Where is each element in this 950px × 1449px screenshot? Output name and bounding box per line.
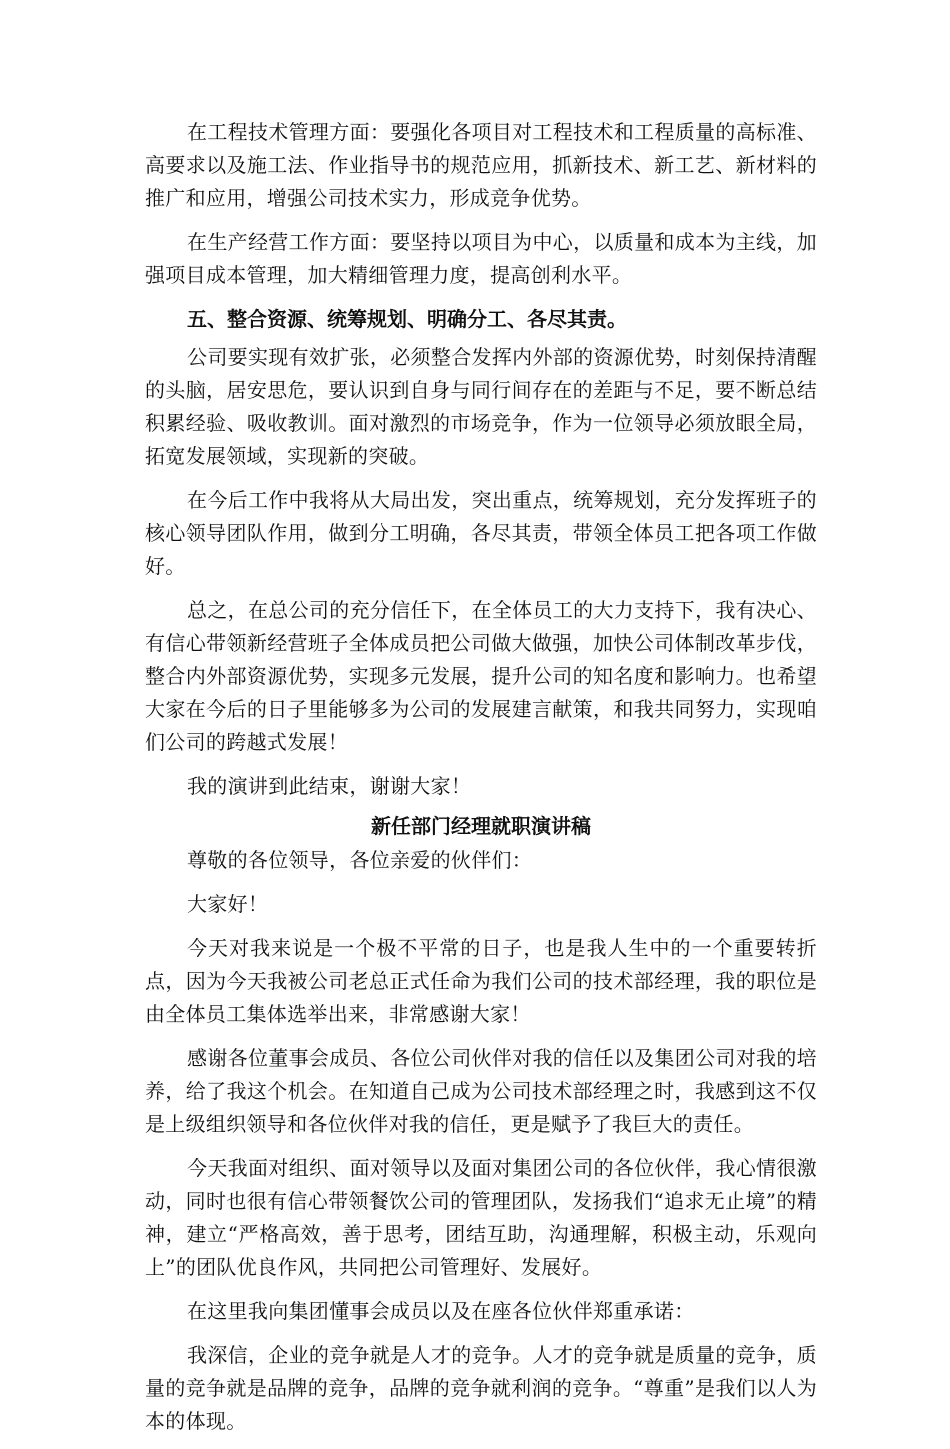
section-heading-five: 五、整合资源、统筹规划、明确分工、各尽其责。 [187,307,627,331]
paragraph-greeting: 大家好！ [187,892,269,916]
paragraph-gratitude: 感谢各位董事会成员、各位公司伙伴对我的信任以及集团公司对我的培养，给了我这个机会。在知道自己成为公司技术部经理之时，我感到这不仅是上级组织领导和各位伙伴对我的信任，更是赋予了我巨大的责任。 [145,1046,817,1136]
paragraph-talent-competition: 我深信，企业的竞争就是人才的竞争。人才的竞争就是质量的竞争，质量的竞争就是品牌的竞争，品牌的竞争就利润的竞争。“尊重”是我们以人为本的体现。 [145,1343,817,1433]
paragraph-appointment: 今天对我来说是一个极不平常的日子，也是我人生中的一个重要转折点，因为今天我被公司老总正式任命为我们公司的技术部经理，我的职位是由全体员工集体选举出来，非常感谢大家！ [145,936,817,1026]
paragraph-closing: 我的演讲到此结束，谢谢大家！ [187,774,472,798]
paragraph-expansion: 公司要实现有效扩张，必须整合发挥内外部的资源优势，时刻保持清醒的头脑，居安思危，要认识到自身与同行间存在的差距与不足，要不断总结积累经验、吸收教训。面对激烈的市场竞争，作为一位领导必须放眼全局，拓宽发展领域，实现新的突破。 [145,345,817,468]
paragraph-conclusion: 总之，在总公司的充分信任下，在全体员工的大力支持下，我有决心、有信心带领新经营班子全体成员把公司做大做强，加快公司体制改革步伐，整合内外部资源优势，实现多元发展，提升公司的知名度和影响力。也希望大家在今后的日子里能够多为公司的发展建言献策，和我共同努力，实现咱们公司的跨越式发展！ [145,598,817,754]
paragraph-future-work: 在今后工作中我将从大局出发，突出重点，统筹规划，充分发挥班子的核心领导团队作用，做到分工明确，各尽其责，带领全体员工把各项工作做好。 [145,488,817,578]
document-title: 新任部门经理就职演讲稿 [371,814,591,838]
paragraph-commitment: 在这里我向集团懂事会成员以及在座各位伙伴郑重承诺： [187,1299,695,1323]
paragraph-team-spirit: 今天我面对组织、面对领导以及面对集团公司的各位伙伴，我心情很激动，同时也很有信心带领餐饮公司的管理团队，发扬我们“追求无止境”的精神，建立“严格高效，善于思考，团结互助，沟通理解，积极主动，乐观向上”的团队优良作风，共同把公司管理好、发展好。 [145,1156,817,1279]
paragraph-salutation: 尊敬的各位领导，各位亲爱的伙伴们： [187,848,533,872]
paragraph-production-operation: 在生产经营工作方面：要坚持以项目为中心，以质量和成本为主线，加强项目成本管理，加大精细管理力度，提高创利水平。 [145,230,817,287]
document-page [145,116,817,1449]
paragraph-engineering-management: 在工程技术管理方面：要强化各项目对工程技术和工程质量的高标准、高要求以及施工法、作业指导书的规范应用，抓新技术、新工艺、新材料的推广和应用，增强公司技术实力，形成竞争优势。 [145,120,817,210]
